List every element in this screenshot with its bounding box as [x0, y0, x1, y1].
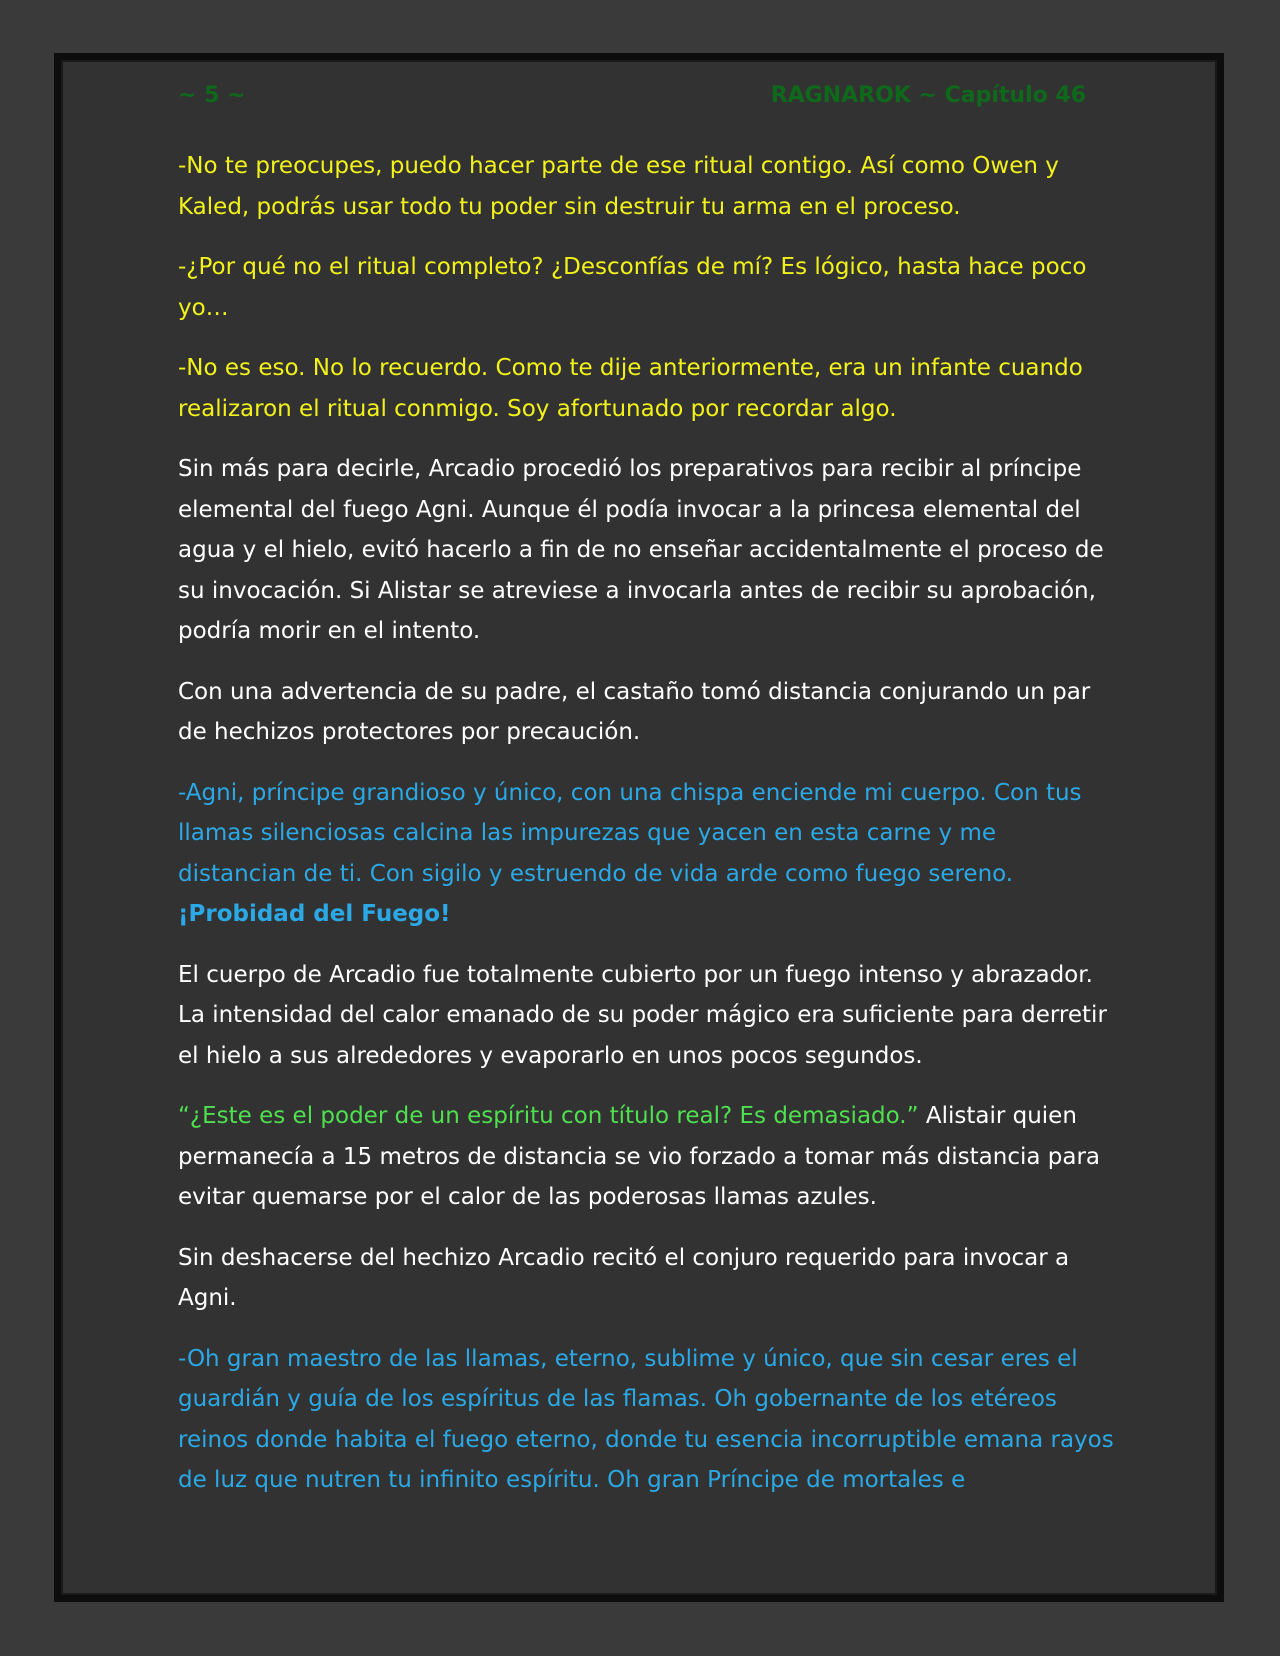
spell-paragraph-2: -Oh gran maestro de las llamas, eterno, sublime y único, que sin cesar eres el guardián y guía de los espíritus de las flamas. Oh gobernante de los etéreos reinos donde habita el fuego eterno, donde tu esencia incorruptible emana rayos de luz que nutren tu infinito espíritu. Oh gran Príncipe de mortales e [178, 1345, 1114, 1493]
narration-paragraph-3: El cuerpo de Arcadio fue totalmente cubierto por un fuego intenso y abrazador. La intensidad del calor emanado de su poder mágico era suficiente para derretir el hielo a sus alrededores y evaporarlo en unos pocos segundos. [178, 961, 1107, 1069]
narration-paragraph-4 [178, 1096, 1118, 1218]
page-header [178, 78, 1086, 112]
narration-paragraph-2: Con una advertencia de su padre, el castaño tomó distancia conjurando un par de hechizos protectores por precaución. [178, 678, 1091, 745]
spell-name: ¡Probidad del Fuego! [178, 901, 451, 927]
document-body [178, 146, 1118, 1521]
spell-text: -Agni, príncipe grandioso y único, con una chispa enciende mi cuerpo. Con tus llamas silenciosas calcina las impurezas que yacen en esta carne y me distancian de ti. Con sigilo y estruendo de vida arde como fuego sereno. [178, 779, 1082, 887]
dialogue-paragraph-3: -No es eso. No lo recuerdo. Como te dije anteriormente, era un infante cuando realizaron el ritual conmigo. Soy afortunado por recordar algo. [178, 355, 1083, 422]
spell-paragraph-1 [178, 773, 1118, 935]
thought-text: “¿Este es el poder de un espíritu con título real? Es demasiado.” [178, 1103, 919, 1129]
narration-text: Alistair quien permanecía a 15 metros de distancia se vio forzado a tomar más distancia para evitar quemarse por el calor de las poderosas llamas azules. [178, 1103, 1101, 1210]
page-number: ~ 5 ~ [178, 82, 246, 108]
narration-paragraph-1: Sin más para decirle, Arcadio procedió los preparativos para recibir al príncipe elemental del fuego Agni. Aunque él podía invocar a la princesa elemental del agua y el hielo, evitó hacerlo a fin de no enseñar accidentalmente el proceso de su invocación. Si Alistar se atreviese a invocarla antes de recibir su aprobación, podría morir en el intento. [178, 456, 1104, 644]
dialogue-paragraph-1: -No te preocupes, puedo hacer parte de ese ritual contigo. Así como Owen y Kaled, podrás usar todo tu poder sin destruir tu arma en el proceso. [178, 153, 1059, 220]
chapter-title: RAGNAROK ~ Capítulo 46 [770, 82, 1086, 108]
dialogue-paragraph-2: -¿Por qué no el ritual completo? ¿Desconfías de mí? Es lógico, hasta hace poco yo… [178, 254, 1087, 321]
narration-paragraph-5: Sin deshacerse del hechizo Arcadio recitó el conjuro requerido para invocar a Agni. [178, 1244, 1070, 1311]
